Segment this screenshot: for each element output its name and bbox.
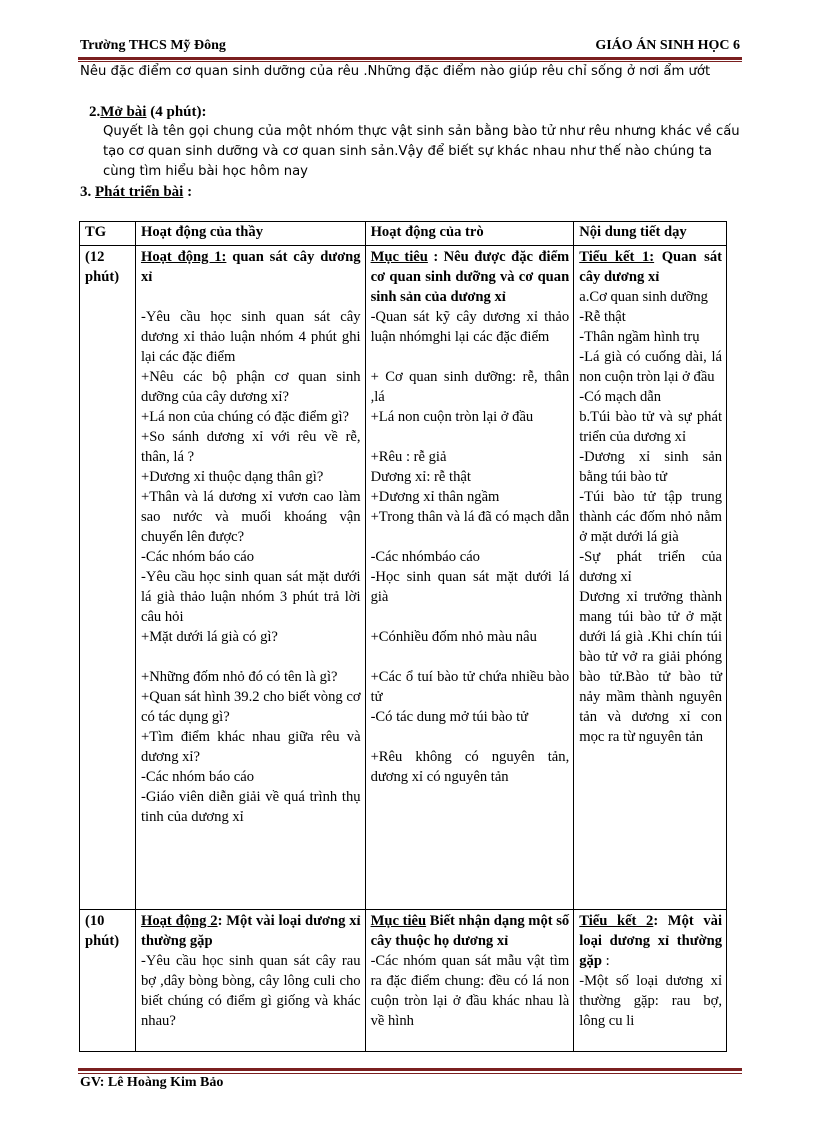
section-2-time: (4 phút):: [146, 104, 207, 120]
list-item: -Thân ngầm hình trụ: [579, 329, 700, 345]
list-item: Dương xỉ: rễ thật: [370, 469, 471, 485]
school-name: Trường THCS Mỹ Đông: [80, 38, 226, 53]
row2-student-head-rest: Biết nhận dạng một số cây thuộc họ dương xỉ: [370, 913, 570, 949]
row2-content-head: Tiểu kết 2: [579, 913, 654, 929]
list-item: -Các nhóm báo cáo: [140, 769, 255, 785]
list-item: -Lá già có cuống dài, lá non cuộn tròn lại ở đầu: [579, 349, 722, 385]
row1-student-head-rest: : Nêu được đặc điểm cơ quan sinh dưỡng và cơ quan sinh sản của dương xỉ: [370, 249, 570, 305]
list-item: -Các nhóm báo cáo: [140, 549, 255, 565]
list-item: -Quan sát kỹ cây dương xỉ thảo luận nhómghi lại các đặc điểm: [370, 309, 570, 345]
row2-student-cell: [365, 910, 574, 1052]
list-item: + Cơ quan sinh dưỡng: rễ, thân ,lá: [370, 369, 570, 405]
list-item: +Lá non của chúng có đặc điểm gì?: [140, 409, 349, 425]
row1-time: (12 phút): [80, 246, 136, 910]
blank-line: [141, 287, 361, 307]
list-item: +Cónhiều đốm nhỏ màu nâu: [370, 629, 537, 645]
row2-student-head: Mục tiêu: [370, 913, 427, 929]
list-item: +Trong thân và lá đã có mạch dẫn: [370, 509, 570, 525]
section-3-colon: :: [183, 184, 193, 200]
row1-teacher-head: Hoạt động 1:: [140, 249, 227, 265]
row2-content-tail: :: [601, 953, 610, 969]
subject-title: GIÁO ÁN SINH HỌC 6: [595, 38, 740, 53]
header-teacher: Hoạt động của thầy: [135, 222, 365, 246]
list-item: +Mặt dưới lá già có gì?: [140, 629, 278, 645]
row1-content-head: Tiểu kết 1:: [579, 249, 655, 265]
row1-student-head: Mục tiêu: [370, 249, 428, 265]
row1-teacher-cell: [135, 246, 365, 910]
list-item: -Có tác dung mở túi bào tử: [370, 709, 529, 725]
row2-content-cell: [574, 910, 727, 1052]
footer-rule-thick: [78, 1068, 742, 1071]
intro-question: Nêu đặc điểm cơ quan sinh dưỡng của rêu .Những đặc điểm nào giúp rêu chỉ sống ở nơi ẩm ướt: [80, 64, 711, 79]
list-item: +Quan sát hình 39.2 cho biết vòng cơ có tác dụng gì?: [140, 689, 361, 725]
blank-line: [371, 607, 570, 627]
row1-student-lines: [371, 307, 570, 787]
list-item: a.Cơ quan sinh dưỡng: [579, 289, 708, 305]
list-item: -Các nhóm quan sát mẫu vật tìm ra đặc điểm chung: đều có lá non cuộn tròn lại ở đầu khác nhau là về hình: [370, 953, 570, 1029]
list-item: b.Túi bào tử và sự phát triển của dương xỉ: [579, 409, 722, 445]
lesson-table: [79, 221, 727, 1052]
row2-content-lines: [579, 971, 722, 1031]
section-2-number: 2.: [89, 104, 101, 120]
row2-teacher-lines: [141, 951, 361, 1031]
section-2-text: Quyết là tên gọi chung của một nhóm thực vật sinh sản bằng bào tử như rêu nhưng khác về cấu tạo cơ quan sinh dưỡng và cơ quan sinh sản.Vậy để biết sự khác nhau như thế nào chúng ta cùng tìm hiểu bài học hôm nay: [103, 124, 740, 179]
blank-line: [371, 647, 570, 667]
list-item: +Dương xỉ thuộc dạng thân gì?: [140, 469, 324, 485]
row2-teacher-head-rest: : Một vài loại dương xỉ thường gặp: [140, 913, 361, 949]
header-time: TG: [80, 222, 136, 246]
list-item: -Một số loại dương xỉ thường gặp: rau bợ, lông cu li: [579, 973, 722, 1029]
list-item: +Lá non cuộn tròn lại ở đầu: [370, 409, 534, 425]
row2-teacher-cell: [135, 910, 365, 1052]
list-item: -Sự phát triển của dương xỉ: [579, 549, 722, 585]
list-item: +Dương xỉ thân ngầm: [370, 489, 500, 505]
list-item: -Các nhómbáo cáo: [370, 549, 480, 565]
list-item: +Những đốm nhỏ đó có tên là gì?: [140, 669, 338, 685]
page-header: [80, 38, 740, 58]
row2-content-head-rest: : Một vài loại dương xỉ thường gặp: [579, 913, 722, 969]
list-item: -Rễ thật: [579, 309, 626, 325]
row1-content-cell: [574, 246, 727, 910]
list-item: -Dương xỉ sinh sản bằng túi bào tử: [579, 449, 722, 485]
row2-student-lines: [371, 951, 570, 1031]
list-item: -Yêu cầu học sinh quan sát cây rau bợ ,dây bòng bòng, cây lông culi cho biết chúng có điểm gì giống và khác nhau?: [140, 953, 361, 1029]
list-item: +Nêu các bộ phận cơ quan sinh dưỡng của cây dương xỉ?: [140, 369, 361, 405]
list-item: +Rêu : rễ giả: [370, 449, 447, 465]
table-header-row: [80, 222, 727, 246]
section-3-number: 3.: [80, 184, 95, 200]
list-item: -Yêu cầu học sinh quan sát cây dương xỉ thảo luận nhóm 4 phút ghi lại các đặc điểm: [140, 309, 361, 365]
table-row: [80, 246, 727, 910]
list-item: +Thân và lá dương xỉ vươn cao làm sao nước và muối khoáng vận chuyển lên được?: [140, 489, 361, 545]
blank-line: [371, 427, 570, 447]
row1-student-cell: [365, 246, 574, 910]
list-item: Dương xỉ trưởng thành mang túi bào tử ở mặt dưới lá già .Khi chín túi bào tử vở ra giải phóng bào tử.Bào tử bào tử nảy mầm thành nguyên tản và dương xỉ con mọc ra từ nguyên tản: [579, 589, 722, 745]
list-item: -Yêu cầu học sinh quan sát mặt dưới lá già thảo luận nhóm 3 phút trả lời câu hỏi: [140, 569, 361, 625]
list-item: +Rêu không có nguyên tản, dương xỉ có nguyên tản: [370, 749, 570, 785]
blank-line: [371, 527, 570, 547]
footer-rule-thin: [78, 1073, 742, 1074]
section-3-title: Phát triển bài: [95, 184, 184, 200]
list-item: -Giáo viên diễn giải về quá trình thụ tinh của dương xỉ: [140, 789, 361, 825]
header-student: Hoạt động của trò: [365, 222, 574, 246]
list-item: +So sánh dương xỉ với rêu về rễ, thân, lá ?: [140, 429, 361, 465]
row1-content-head-rest: Quan sát cây dương xỉ: [579, 249, 723, 285]
row2-time: (10 phút): [80, 910, 136, 1052]
list-item: +Các ổ tuí bào tử chứa nhiều bào tử: [370, 669, 570, 705]
header-rule-thick: [78, 57, 742, 60]
row1-teacher-lines: [141, 287, 361, 827]
list-item: -Túi bào tử tập trung thành các đốm nhỏ nằm ở mặt dưới lá già: [579, 489, 722, 545]
section-3-heading: [80, 182, 192, 202]
list-item: -Học sinh quan sát mặt dưới lá già: [370, 569, 570, 605]
list-item: +Tìm điểm khác nhau giữa rêu và dương xỉ?: [140, 729, 361, 765]
blank-line: [371, 727, 570, 747]
section-2-heading: [89, 102, 207, 122]
table-row: [80, 910, 727, 1052]
blank-line: [371, 347, 570, 367]
list-item: -Có mạch dẫn: [579, 389, 662, 405]
blank-line: [141, 647, 361, 667]
teacher-name: GV: Lê Hoàng Kim Bảo: [80, 1075, 224, 1090]
section-2-title: Mở bài: [100, 104, 147, 120]
row2-teacher-head: Hoạt động 2: [140, 913, 218, 929]
header-content: Nội dung tiết dạy: [574, 222, 727, 246]
row1-content-lines: [579, 287, 722, 747]
row1-teacher-head-rest: quan sát cây dương xỉ: [140, 249, 361, 285]
